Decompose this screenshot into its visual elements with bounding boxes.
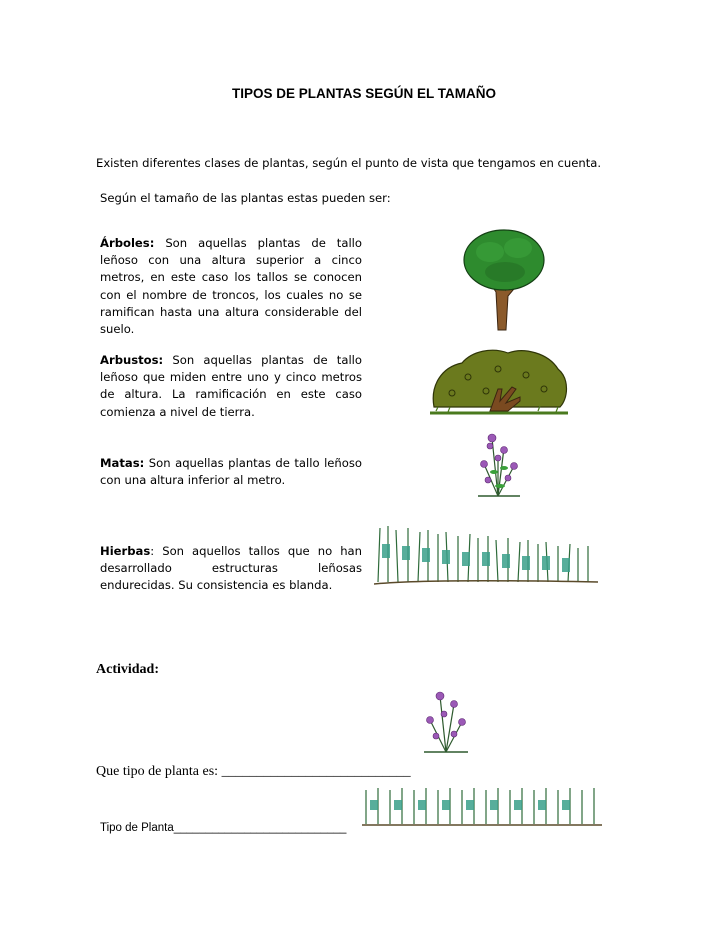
shrub-illustration xyxy=(428,345,570,420)
section-hierbas xyxy=(100,543,362,595)
activity-grass-illustration xyxy=(362,784,602,828)
section-term: Arbustos: xyxy=(100,353,164,367)
tree-illustration xyxy=(460,222,550,334)
section-text: : Son aquellos tallos que no han desarrollado estructuras leñosas endurecidas. Su consistencia es blanda. xyxy=(100,544,362,593)
grass-illustration xyxy=(374,520,598,588)
section-term: Árboles: xyxy=(100,236,155,250)
section-text: Son aquellas plantas de tallo leñoso con una altura inferior al metro. xyxy=(100,456,362,488)
section-matas xyxy=(100,455,362,489)
section-arboles xyxy=(100,235,362,338)
activity-question-1: Que tipo de planta es: ___________________________ xyxy=(96,764,411,779)
section-term: Hierbas xyxy=(100,544,151,558)
bush-illustration xyxy=(470,428,528,500)
section-text: Son aquellas plantas de tallo leñoso que miden entre uno y cinco metros de altura. La ramificación en este caso comienza a nivel de tierra. xyxy=(100,353,362,419)
intro-text: Existen diferentes clases de plantas, según el punto de vista que tengamos en cuenta. xyxy=(96,156,602,170)
section-term: Matas: xyxy=(100,456,145,470)
section-arbustos xyxy=(100,352,362,421)
subintro-text: Según el tamaño de las plantas estas pueden ser: xyxy=(100,191,391,205)
activity-bush-illustration xyxy=(418,690,474,756)
section-text: Son aquellas plantas de tallo leñoso con una altura superior a cinco metros, en este caso los tallos se conocen con el nombre de troncos, los cuales no se ramifican hasta una altura considerable del suelo. xyxy=(100,236,362,337)
activity-heading: Actividad: xyxy=(96,662,159,677)
activity-question-2: Tipo de Planta___________________________ xyxy=(100,822,347,834)
page-title: TIPOS DE PLANTAS SEGÚN EL TAMAÑO xyxy=(231,86,496,101)
